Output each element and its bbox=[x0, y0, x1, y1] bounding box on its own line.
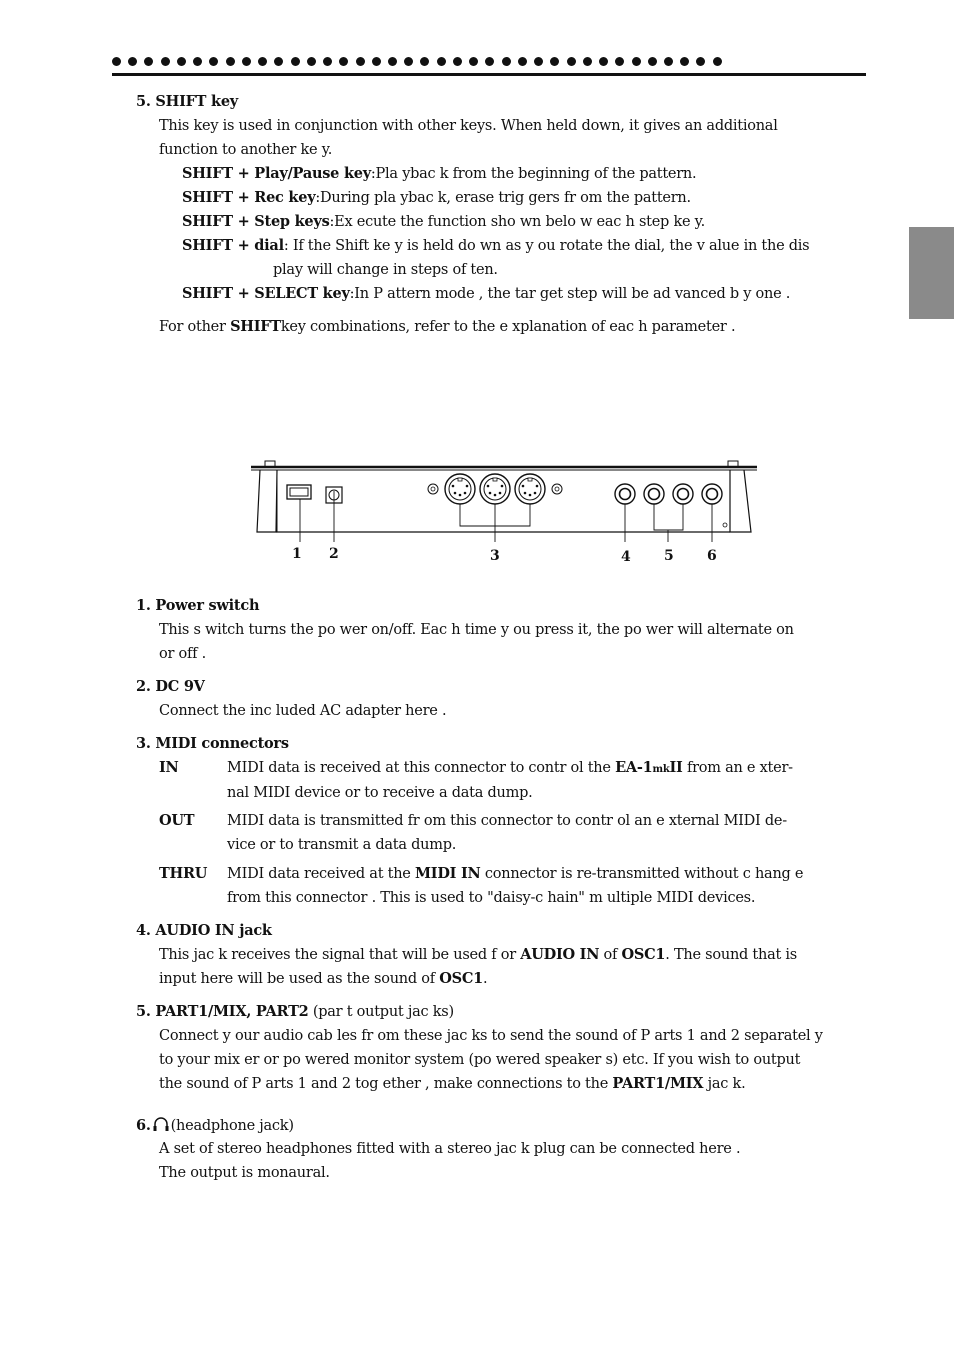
diagram-label-power: 1 bbox=[292, 546, 302, 562]
midi-out-line1: MIDI data is transmitted fr om this connector to contr ol an e xternal MIDI de- bbox=[227, 813, 787, 829]
audio-in-heading: 4. AUDIO IN jack bbox=[136, 922, 272, 939]
diagram-label-part: 5 bbox=[664, 548, 674, 564]
phones-heading: 6. (headphone jack) bbox=[136, 1117, 294, 1134]
power-switch-heading: 1. Power switch bbox=[136, 597, 260, 614]
shift-combo-step: SHIFT + Step keys:Ex ecute the function sho wn belo w eac h step ke y. bbox=[182, 213, 706, 230]
dc-heading: 2. DC 9V bbox=[136, 678, 205, 695]
audio-in-line2: input here will be used as the sound of OSC1. bbox=[159, 970, 488, 987]
midi-out-line2: vice or to transmit a data dump. bbox=[227, 837, 457, 853]
midi-thru-label: THRU bbox=[159, 865, 208, 882]
headphones-icon bbox=[152, 1115, 170, 1133]
part-line1: Connect y our audio cab les fr om these jac ks to send the sound of P arts 1 and 2 separatel y bbox=[159, 1028, 823, 1044]
midi-thru-line2: from this connector . This is used to "daisy-c hain" m ultiple MIDI devices. bbox=[227, 890, 756, 906]
shift-combo-select: SHIFT + SELECT key:In P attern mode , the tar get step will be ad vanced b y one . bbox=[182, 285, 791, 302]
part-line2: to your mix er or po wered monitor system (po wered speaker s) etc. If you wish to output bbox=[159, 1052, 801, 1068]
diagram-label-midi: 3 bbox=[490, 548, 500, 564]
power-switch-line2: or off . bbox=[159, 646, 206, 662]
midi-in-line2: nal MIDI device or to receive a data dump. bbox=[227, 785, 533, 801]
header-dot-row bbox=[112, 54, 722, 68]
shift-combo-rec: SHIFT + Rec key:During pla ybac k, erase trig gers fr om the pattern. bbox=[182, 189, 691, 206]
diagram-label-audio-in: 4 bbox=[621, 549, 631, 565]
shift-key-heading: 5. SHIFT key bbox=[136, 93, 238, 110]
audio-in-line1: This jac k receives the signal that will be used f or AUDIO IN of OSC1. The sound that is bbox=[159, 946, 797, 963]
rear-panel-diagram bbox=[248, 458, 760, 542]
phones-line2: The output is monaural. bbox=[159, 1165, 330, 1181]
shift-combo-play-pause: SHIFT + Play/Pause key:Pla ybac k from the beginning of the pattern. bbox=[182, 165, 697, 182]
diagram-label-dc: 2 bbox=[329, 546, 339, 562]
section-thumb-tab bbox=[909, 227, 954, 319]
phones-line1: A set of stereo headphones fitted with a stereo jac k plug can be connected here . bbox=[159, 1141, 741, 1157]
part-line3: the sound of P arts 1 and 2 tog ether , make connections to the PART1/MIX jac k. bbox=[159, 1075, 746, 1092]
power-switch-line1: This s witch turns the po wer on/off. Eac h time y ou press it, the po wer will alternate on bbox=[159, 622, 794, 638]
midi-in-line1: MIDI data is received at this connector to contr ol the EA-1mkII from an e xter- bbox=[227, 759, 793, 776]
diagram-label-phones: 6 bbox=[707, 548, 717, 564]
shift-intro-line2: function to another ke y. bbox=[159, 142, 333, 158]
shift-other-note: For other SHIFTkey combinations, refer to the e xplanation of eac h parameter . bbox=[159, 318, 736, 335]
dc-line1: Connect the inc luded AC adapter here . bbox=[159, 703, 447, 719]
header-rule bbox=[112, 73, 866, 76]
shift-combo-dial-cont: play will change in steps of ten. bbox=[273, 262, 498, 278]
midi-heading: 3. MIDI connectors bbox=[136, 735, 289, 752]
midi-out-label: OUT bbox=[159, 812, 195, 829]
midi-in-label: IN bbox=[159, 759, 179, 776]
midi-thru-line1: MIDI data received at the MIDI IN connector is re-transmitted without c hang e bbox=[227, 865, 804, 882]
part-heading: 5. PART1/MIX, PART2 (par t output jac ks) bbox=[136, 1003, 454, 1020]
shift-intro-line1: This key is used in conjunction with other keys. When held down, it gives an additional bbox=[159, 118, 778, 134]
shift-combo-dial: SHIFT + dial: If the Shift ke y is held do wn as y ou rotate the dial, the v alue in the dis bbox=[182, 237, 810, 254]
